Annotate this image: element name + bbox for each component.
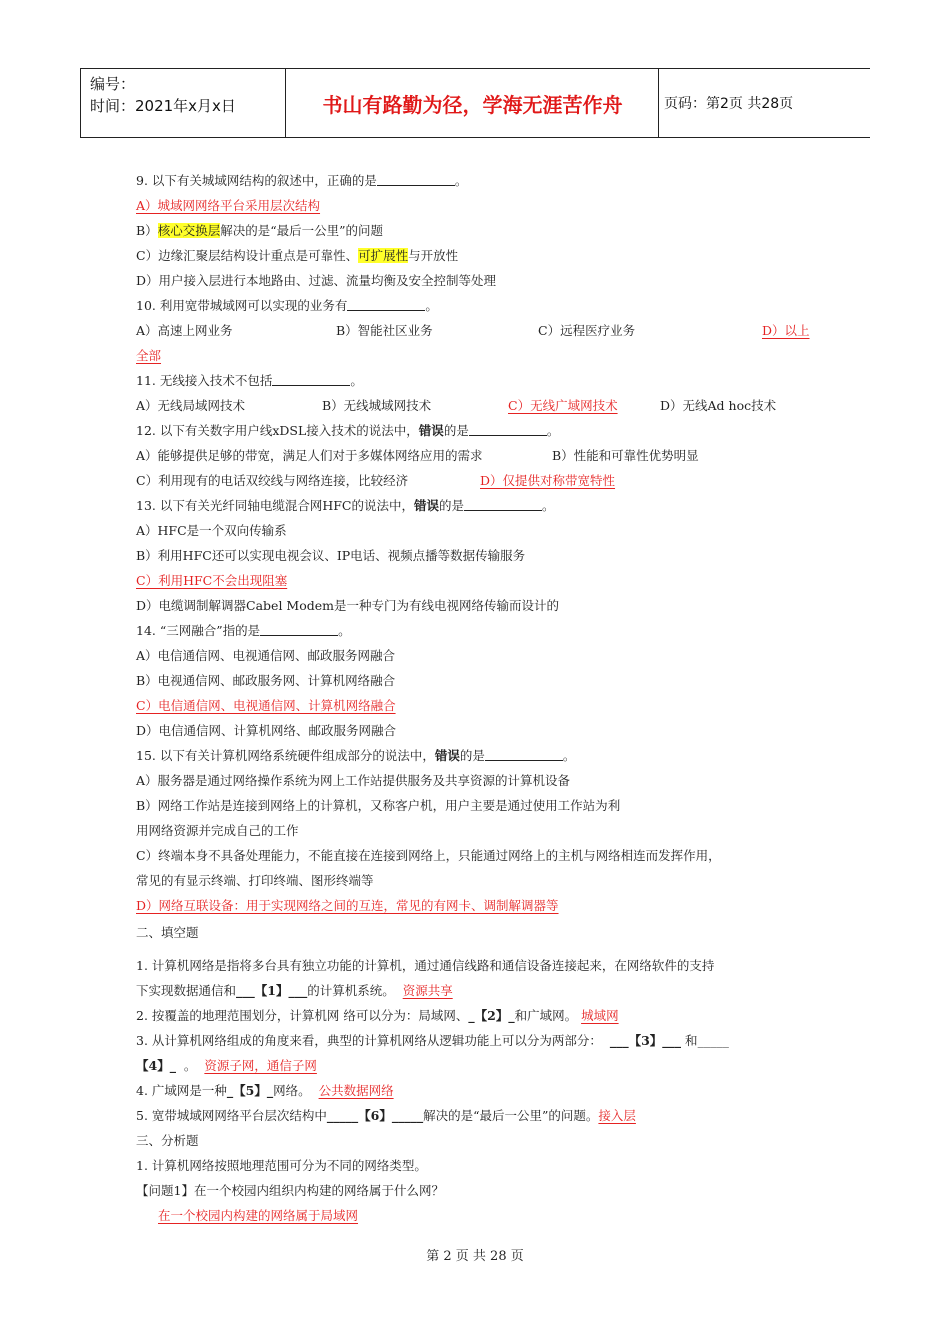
- question-10: 10. 利用宽带城域网可以实现的业务有 。: [136, 298, 438, 313]
- q14-option-d: D）电信通信网、计算机网络、邮政服务网融合: [136, 723, 397, 738]
- q15-option-c: C）终端本身不具备处理能力，不能直接在连接到网络上，只能通过网络上的主机与网络相连而发挥作用，: [136, 848, 721, 863]
- fill-2-answer: 城域网: [581, 1008, 619, 1023]
- question-9: 9. 以下有关城域网结构的叙述中，正确的是 。: [136, 173, 468, 188]
- fill-4: 4. 广域网是一种_【5】_网络。 公共数据网络: [136, 1083, 394, 1098]
- q15-option-b: B）网络工作站是连接到网络上的计算机，又称客户机，用户主要是通过使用工作站为利: [136, 798, 621, 813]
- q10-option-c: C）远程医疗业务: [538, 323, 636, 338]
- q10-option-d: D）以上: [762, 323, 810, 338]
- answer-blank: [377, 171, 455, 186]
- header-motto: 书山有路勤为径，学海无涯苦作舟: [322, 92, 623, 117]
- page-header: [80, 68, 870, 138]
- section-heading-fill: 二、填空题: [136, 925, 199, 940]
- q11-options: [136, 393, 826, 418]
- question-14: 14. “三网融合”指的是 。: [136, 623, 351, 638]
- answer-blank: [469, 421, 547, 436]
- q10-option-d-cont: 全部: [136, 348, 162, 363]
- q9-option-a: A）城域网网络平台采用层次结构: [136, 198, 321, 213]
- question-15: 15. 以下有关计算机网络系统硬件组成部分的说法中，错误的是 。: [136, 748, 576, 763]
- q10-option-b: B）智能社区业务: [336, 323, 433, 338]
- q9-option-c: C）边缘汇聚层结构设计重点是可靠性、可扩展性与开放性: [136, 248, 459, 263]
- fill-1: 1. 计算机网络是指将多台具有独立功能的计算机，通过通信线路和通信设备连接起来，在网络软件的支持: [136, 958, 715, 973]
- answer-blank: [347, 296, 425, 311]
- q14-option-b: B）电视通信网、邮政服务网、计算机网络融合: [136, 673, 396, 688]
- answer-blank: [485, 746, 563, 761]
- q11-option-b: B）无线城域网技术: [322, 398, 432, 413]
- q13-option-b: B）利用HFC还可以实现电视会议、IP电话、视频点播等数据传输服务: [136, 548, 526, 563]
- q11-option-d: D）无线Ad hoc技术: [660, 398, 777, 413]
- answer-blank: [260, 621, 338, 636]
- q12-option-a: A）能够提供足够的带宽，满足人们对于多媒体网络应用的需求: [136, 448, 483, 463]
- highlight: 核心交换层: [157, 223, 221, 238]
- fill-3: 3. 从计算机网络组成的角度来看，典型的计算机网络从逻辑功能上可以分为两部分： ___【3】___ 和_____: [136, 1033, 729, 1048]
- q15-option-d: D）网络互联设备：用于实现网络之间的互连，常见的有网卡、调制解调器等: [136, 898, 559, 913]
- header-code: 编号：: [90, 75, 136, 93]
- fill-5: 5. 宽带城域网网络平台层次结构中_____【6】_____解决的是“最后一公里”的问题。接入层: [136, 1108, 636, 1123]
- fill-4-answer: 公共数据网络: [318, 1083, 394, 1098]
- fill-1-cont: 下实现数据通信和___【1】___的计算机系统。 资源共享: [136, 983, 453, 998]
- analysis-answer-1: 在一个校园内构建的网络属于局域网: [158, 1208, 359, 1223]
- q13-option-a: A）HFC是一个双向传输系: [136, 523, 287, 538]
- answer-blank: [464, 496, 542, 511]
- fill-1-answer: 资源共享: [402, 983, 453, 998]
- q15-option-b-cont: 用网络资源并完成自己的工作: [136, 823, 299, 838]
- q10-options: [136, 318, 826, 343]
- fill-3-answer: 资源子网，通信子网: [204, 1058, 317, 1073]
- q12-option-c: C）利用现有的电话双绞线与网络连接，比较经济: [136, 473, 409, 488]
- q11-option-a: A）无线局域网技术: [136, 398, 246, 413]
- q9-option-d: D）用户接入层进行本地路由、过滤、流量均衡及安全控制等处理: [136, 273, 497, 288]
- header-border-left: [80, 69, 81, 137]
- q12-option-d: D）仅提供对称带宽特性: [480, 473, 616, 488]
- q13-option-c: C）利用HFC不会出现阻塞: [136, 573, 288, 588]
- q12-options-ab: [136, 443, 826, 468]
- fill-3-cont: 【4】_ 。 资源子网，通信子网: [136, 1058, 317, 1073]
- q15-option-a: A）服务器是通过网络操作系统为网上工作站提供服务及共享资源的计算机设备: [136, 773, 571, 788]
- highlight: 可扩展性: [358, 248, 409, 263]
- header-page-info: 页码：第2页 共28页: [664, 96, 794, 112]
- analysis-question-1: 【问题1】在一个校园内组织内构建的网络属于什么网？: [136, 1183, 444, 1198]
- q12-options-cd: [136, 468, 826, 493]
- page-footer: 第 2 页 共 28 页: [426, 1249, 524, 1264]
- question-13: 13. 以下有关光纤同轴电缆混合网HFC的说法中，错误的是 。: [136, 498, 555, 513]
- section-heading-analysis: 三、分析题: [136, 1133, 199, 1148]
- analysis-1: 1. 计算机网络按照地理范围可分为不同的网络类型。: [136, 1158, 427, 1173]
- header-meta: [90, 73, 236, 117]
- answer-blank: [272, 371, 350, 386]
- fill-5-answer: 接入层: [598, 1108, 636, 1123]
- q10-option-a: A）高速上网业务: [136, 323, 233, 338]
- q13-option-d: D）电缆调制解调器Cabel Modem是一种专门为有线电视网络传输而设计的: [136, 598, 559, 613]
- q15-option-c-cont: 常见的有显示终端、打印终端、图形终端等: [136, 873, 374, 888]
- question-12: 12. 以下有关数字用户线xDSL接入技术的说法中，错误的是 。: [136, 423, 560, 438]
- document-body: [136, 168, 826, 1228]
- q12-option-b: B）性能和可靠性优势明显: [552, 448, 699, 463]
- q11-option-c: C）无线广域网技术: [508, 398, 618, 413]
- header-date: 时间：2021年x月x日: [90, 97, 236, 115]
- question-11: 11. 无线接入技术不包括 。: [136, 373, 363, 388]
- q9-option-b: B）核心交换层解决的是“最后一公里”的问题: [136, 223, 383, 238]
- q14-option-c: C）电信通信网、电视通信网、计算机网络融合: [136, 698, 396, 713]
- q14-option-a: A）电信通信网、电视通信网、邮政服务网融合: [136, 648, 396, 663]
- fill-2: 2. 按覆盖的地理范围划分，计算机网 络可以分为：局域网、_【2】_和广域网。 城域网: [136, 1008, 619, 1023]
